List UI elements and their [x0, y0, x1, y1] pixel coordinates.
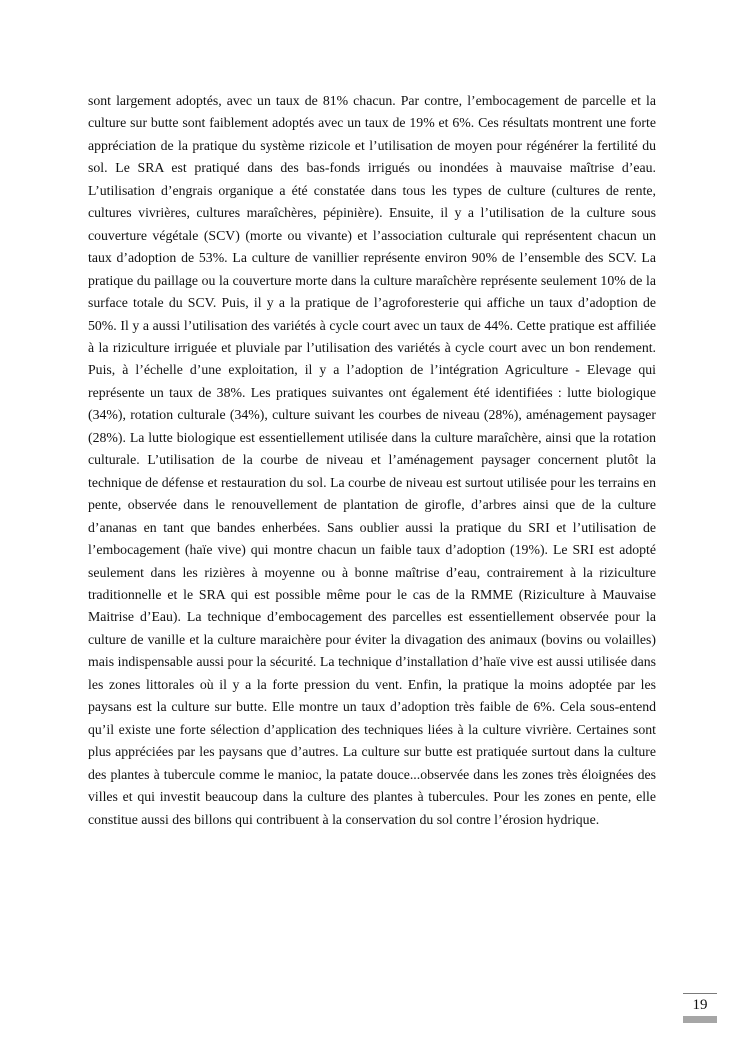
page-number: 19 — [692, 997, 708, 1013]
page-number-box — [683, 993, 717, 1023]
page-number-rule — [683, 993, 717, 994]
page-number-bar — [683, 1016, 717, 1023]
body-paragraph: sont largement adoptés, avec un taux de 81% chacun. Par contre, l’embocagement de parcelle et la culture sur butte sont faiblement adoptés avec un taux de 19% et 6%. Ces résultats montrent une forte appréciation de la pratique du système rizicole et l’utilisation de moyen pour régénérer la fertilité du sol. Le SRA est pratiqué dans des bas-fonds irrigués ou inondées à mauvaise maîtrise d’eau. L’utilisation d’engrais organique a été constatée dans tous les types de culture (cultures de rente, cultures vivrières, cultures maraîchères, pépinière). Ensuite, il y a l’utilisation de la culture sous couverture végétale (SCV) (morte ou vivante) et l’association culturale qui représentent chacun un taux d’adoption de 53%. La culture de vanillier représente environ 90% de l’ensemble des SCV. La pratique du paillage ou la couverture morte dans la culture maraîchère représente seulement 10% de la surface totale du SCV. Puis, il y a la pratique de l’agroforesterie qui affiche un taux d’adoption de 50%. Il y a aussi l’utilisation des variétés à cycle court avec un taux de 44%. Cette pratique est affiliée à la riziculture irriguée et pluviale par l’utilisation des variétés à cycle court avec un bon rendement. Puis, à l’échelle d’une exploitation, il y a l’adoption de l’intégration Agriculture - Elevage qui représente un taux de 38%. Les pratiques suivantes ont également été identifiées : lutte biologique (34%), rotation culturale (34%), culture suivant les courbes de niveau (28%), aménagement paysager (28%). La lutte biologique est essentiellement utilisée dans la culture maraîchère, ainsi que la rotation culturale. L’utilisation de la courbe de niveau et l’aménagement paysager concernent plutôt la technique de défense et restauration du sol. La courbe de niveau est surtout utilisée pour les terrains en pente, observée dans le renouvellement de plantation de girofle, d’arbres ainsi que de la culture d’ananas en tant que bandes enherbées. Sans oublier aussi la pratique du SRI et l’utilisation de l’embocagement (haïe vive) qui montre chacun un faible taux d’adoption (19%). Le SRI est adopté seulement dans les rizières à moyenne ou à bonne maîtrise d’eau, contrairement à la riziculture traditionnelle et le SRA qui est possible même pour le cas de la RMME (Riziculture à Mauvaise Maitrise d’Eau). La technique d’embocagement des parcelles est essentiellement observée pour la culture de vanille et la culture maraichère pour éviter la divagation des animaux (bovins ou volailles) mais indispensable aussi pour la sécurité. La technique d’installation d’haïe vive est aussi utilisée dans les zones littorales où il y a la forte pression du vent. Enfin, la pratique la moins adoptée par les paysans est la culture sur butte. Elle montre un taux d’adoption très faible de 6%. Cela sous-entend qu’il existe une forte sélection d’application des techniques liées à la culture vivrière. Certaines sont plus appréciées par les paysans que d’autres. La culture sur butte est pratiquée surtout dans la culture des plantes à tubercule comme le manioc, la patate douce...observée dans les zones très éloignées des villes et qui investit beaucoup dans la culture des plantes à tubercules. Pour les zones en pente, elle constitue aussi des billons qui contribuent à la conservation du sol contre l’érosion hydrique. — [88, 93, 656, 827]
